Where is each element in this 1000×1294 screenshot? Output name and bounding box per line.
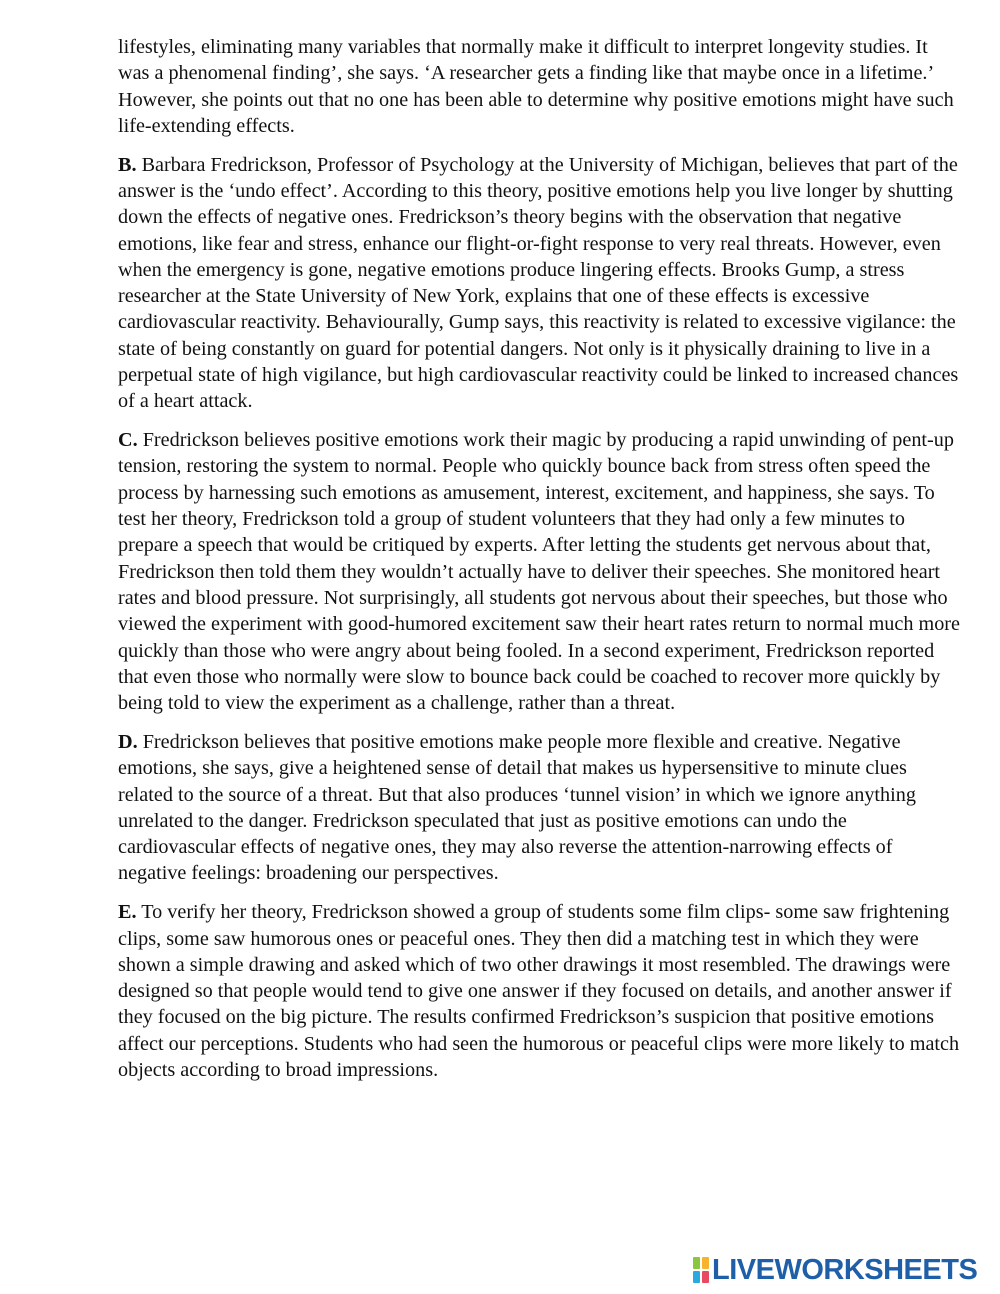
paragraph-text: lifestyles, eliminating many variables that normally make it difficult to interpret longevity studies. It was a phenomenal finding’, she says. ‘A researcher gets a finding like that maybe once in a lifetime.’ However, she points out that no one has been able to determine why positive emotions might have such life-extending effects. [118,36,954,137]
liveworksheets-mark-icon [693,1257,709,1283]
paragraph-c [118,427,963,716]
paragraph-label: D. [118,730,138,753]
paragraph-text: To verify her theory, Fredrickson showed a group of students some film clips- some saw frightening clips, some saw humorous ones or peaceful ones. They then did a matching test in which they were shown a simple drawing and asked which of two other drawings it most resembled. The drawings were designed so that people would tend to give one answer if they focused on details, and another answer if they focused on the big picture. The results confirmed Fredrickson’s suspicion that positive emotions affect our perceptions. Students who had seen the humorous or peaceful clips were more likely to match objects according to broad impressions. [118,901,960,1081]
paragraph-text: Fredrickson believes that positive emotions make people more flexible and creative. Negative emotions, she says, give a heightened sense of detail that makes us hypersensitive to minute clues related to the source of a threat. But that also produces ‘tunnel vision’ in which we ignore anything unrelated to the danger. Fredrickson speculated that just as positive emotions can undo the cardiovascular effects of negative ones, they may also reverse the attention-narrowing effects of negative feelings: broadening our perspectives. [118,730,916,885]
liveworksheets-logo[interactable] [693,1255,977,1285]
paragraph-text: Barbara Fredrickson, Professor of Psychology at the University of Michigan, believes that part of the answer is the ‘undo effect’. According to this theory, positive emotions help you live longer by shutting down the effects of negative ones. Fredrickson’s theory begins with the observation that negative emotions, like fear and stress, enhance our flight-or-fight response to very real threats. However, even when the emergency is gone, negative emotions produce lingering effects. Brooks Gump, a stress researcher at the State University of New York, explains that one of these effects is excessive cardiovascular reactivity. Behaviourally, Gump says, this reactivity is related to excessive vigilance: the state of being constantly on guard for potential dangers. Not only is it physically draining to live in a perpetual state of high vigilance, but high cardiovascular reactivity could be linked to increased chances of a heart attack. [118,153,959,413]
paragraph-label: C. [118,429,138,452]
document-body [118,34,963,1096]
paragraph-a-continuation [118,34,963,139]
paragraph-text: Fredrickson believes positive emotions work their magic by producing a rapid unwinding of pent-up tension, restoring the system to normal. People who quickly bounce back from stress often speed the process by harnessing such emotions as amusement, interest, excitement, and happiness, she says. To test her theory, Fredrickson told a group of student volunteers that they had only a few minutes to prepare a speech that would be critiqued by experts. After letting the students get nervous about that, Fredrickson then told them they wouldn’t actually have to deliver their speeches. She monitored heart rates and blood pressure. Not surprisingly, all students got nervous about their speeches, but those who viewed the experiment with good-humored excitement saw their heart rates return to normal much more quickly than those who were angry about being fooled. In a second experiment, Fredrickson reported that even those who normally were slow to bounce back could be coached to recover more quickly by being told to view the experiment as a challenge, rather than a threat. [118,429,960,715]
paragraph-label: B. [118,153,137,176]
paragraph-d [118,729,963,887]
paragraph-label: E. [118,901,137,924]
paragraph-b [118,152,963,415]
logo-text: LIVEWORKSHEETS [712,1254,978,1286]
paragraph-e [118,899,963,1083]
